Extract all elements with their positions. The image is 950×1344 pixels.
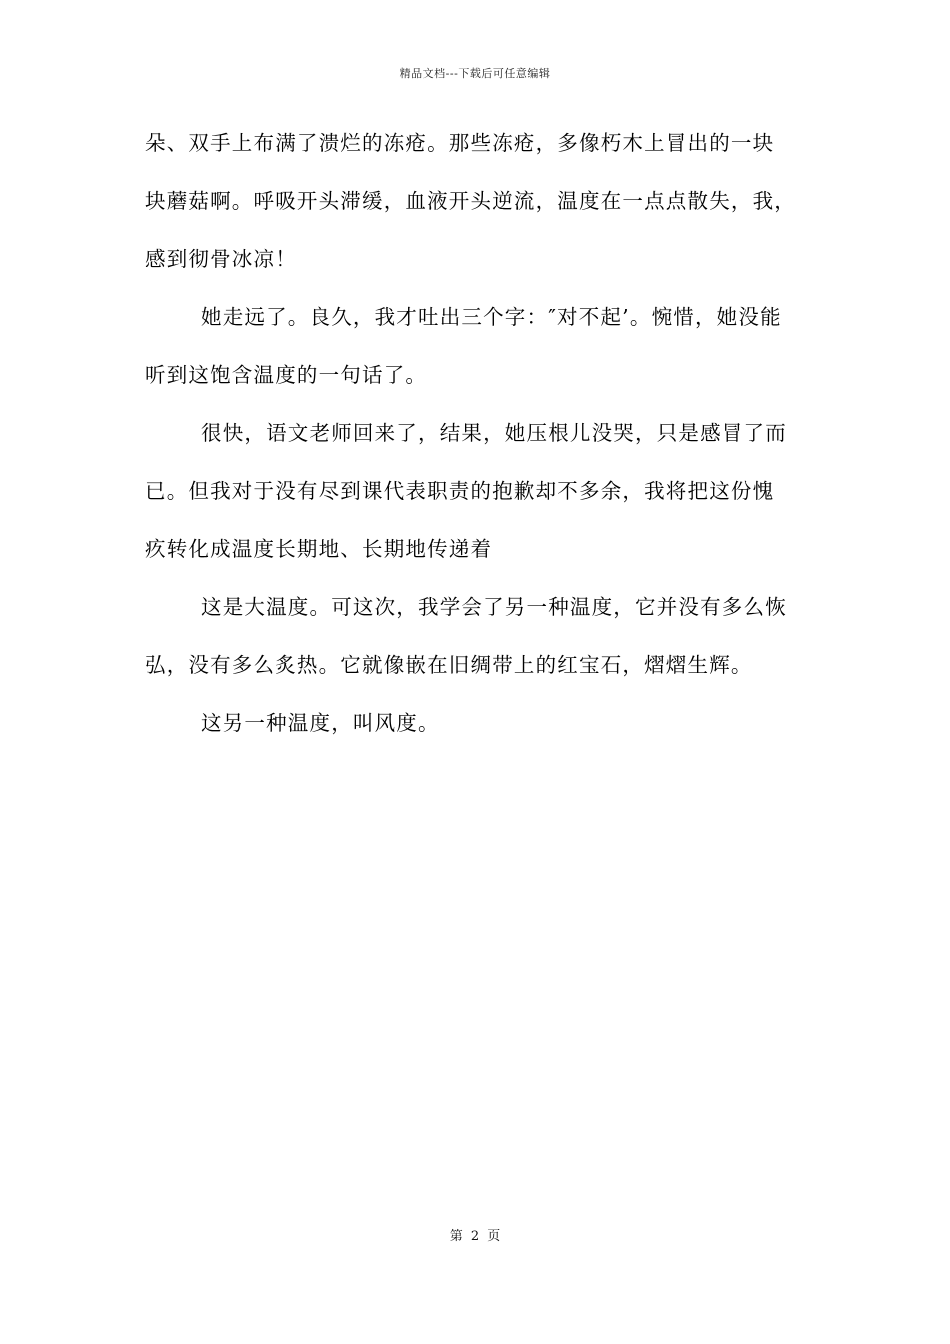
paragraph-5 (145, 713, 825, 733)
document-body (145, 133, 825, 771)
paragraph-4 (145, 597, 825, 675)
page-header: 精品文档---下载后可任意编辑 (399, 67, 551, 80)
paragraph-1 (145, 133, 825, 269)
text-line: 已。但我对于没有尽到课代表职责的抱歉却不多余，我将把这份愧 (145, 479, 775, 503)
text-line: 很快，语文老师回来了，结果，她压根儿没哭，只是感冒了而 (201, 421, 787, 445)
text-line: 弘，没有多么炙热。它就像嵌在旧绸带上的红宝石，熠熠生辉。 (145, 653, 753, 677)
page-number: 第 2 页 (449, 1229, 501, 1244)
text-line: 这是大温度。可这次，我学会了另一种温度，它并没有多么恢 (201, 595, 787, 619)
text-line: 这另一种温度，叫风度。 (201, 711, 440, 735)
text-line: 朵、双手上布满了溃烂的冻疮。那些冻疮，多像朽木上冒出的一块 (145, 131, 775, 155)
text-line: 疚转化成温度长期地、长期地传递着 (145, 537, 493, 561)
text-line: 感到彻骨冰凉！ (145, 247, 297, 271)
paragraph-3 (145, 423, 825, 559)
text-line: 她走远了。良久，我才吐出三个字：″对不起’。惋惜，她没能 (201, 305, 782, 329)
text-line: 块蘑菇啊。呼吸开头滞缓，血液开头逆流，温度在一点点散失，我， (145, 189, 796, 213)
paragraph-2 (145, 307, 825, 385)
text-line: 听到这饱含温度的一句话了。 (145, 363, 428, 387)
